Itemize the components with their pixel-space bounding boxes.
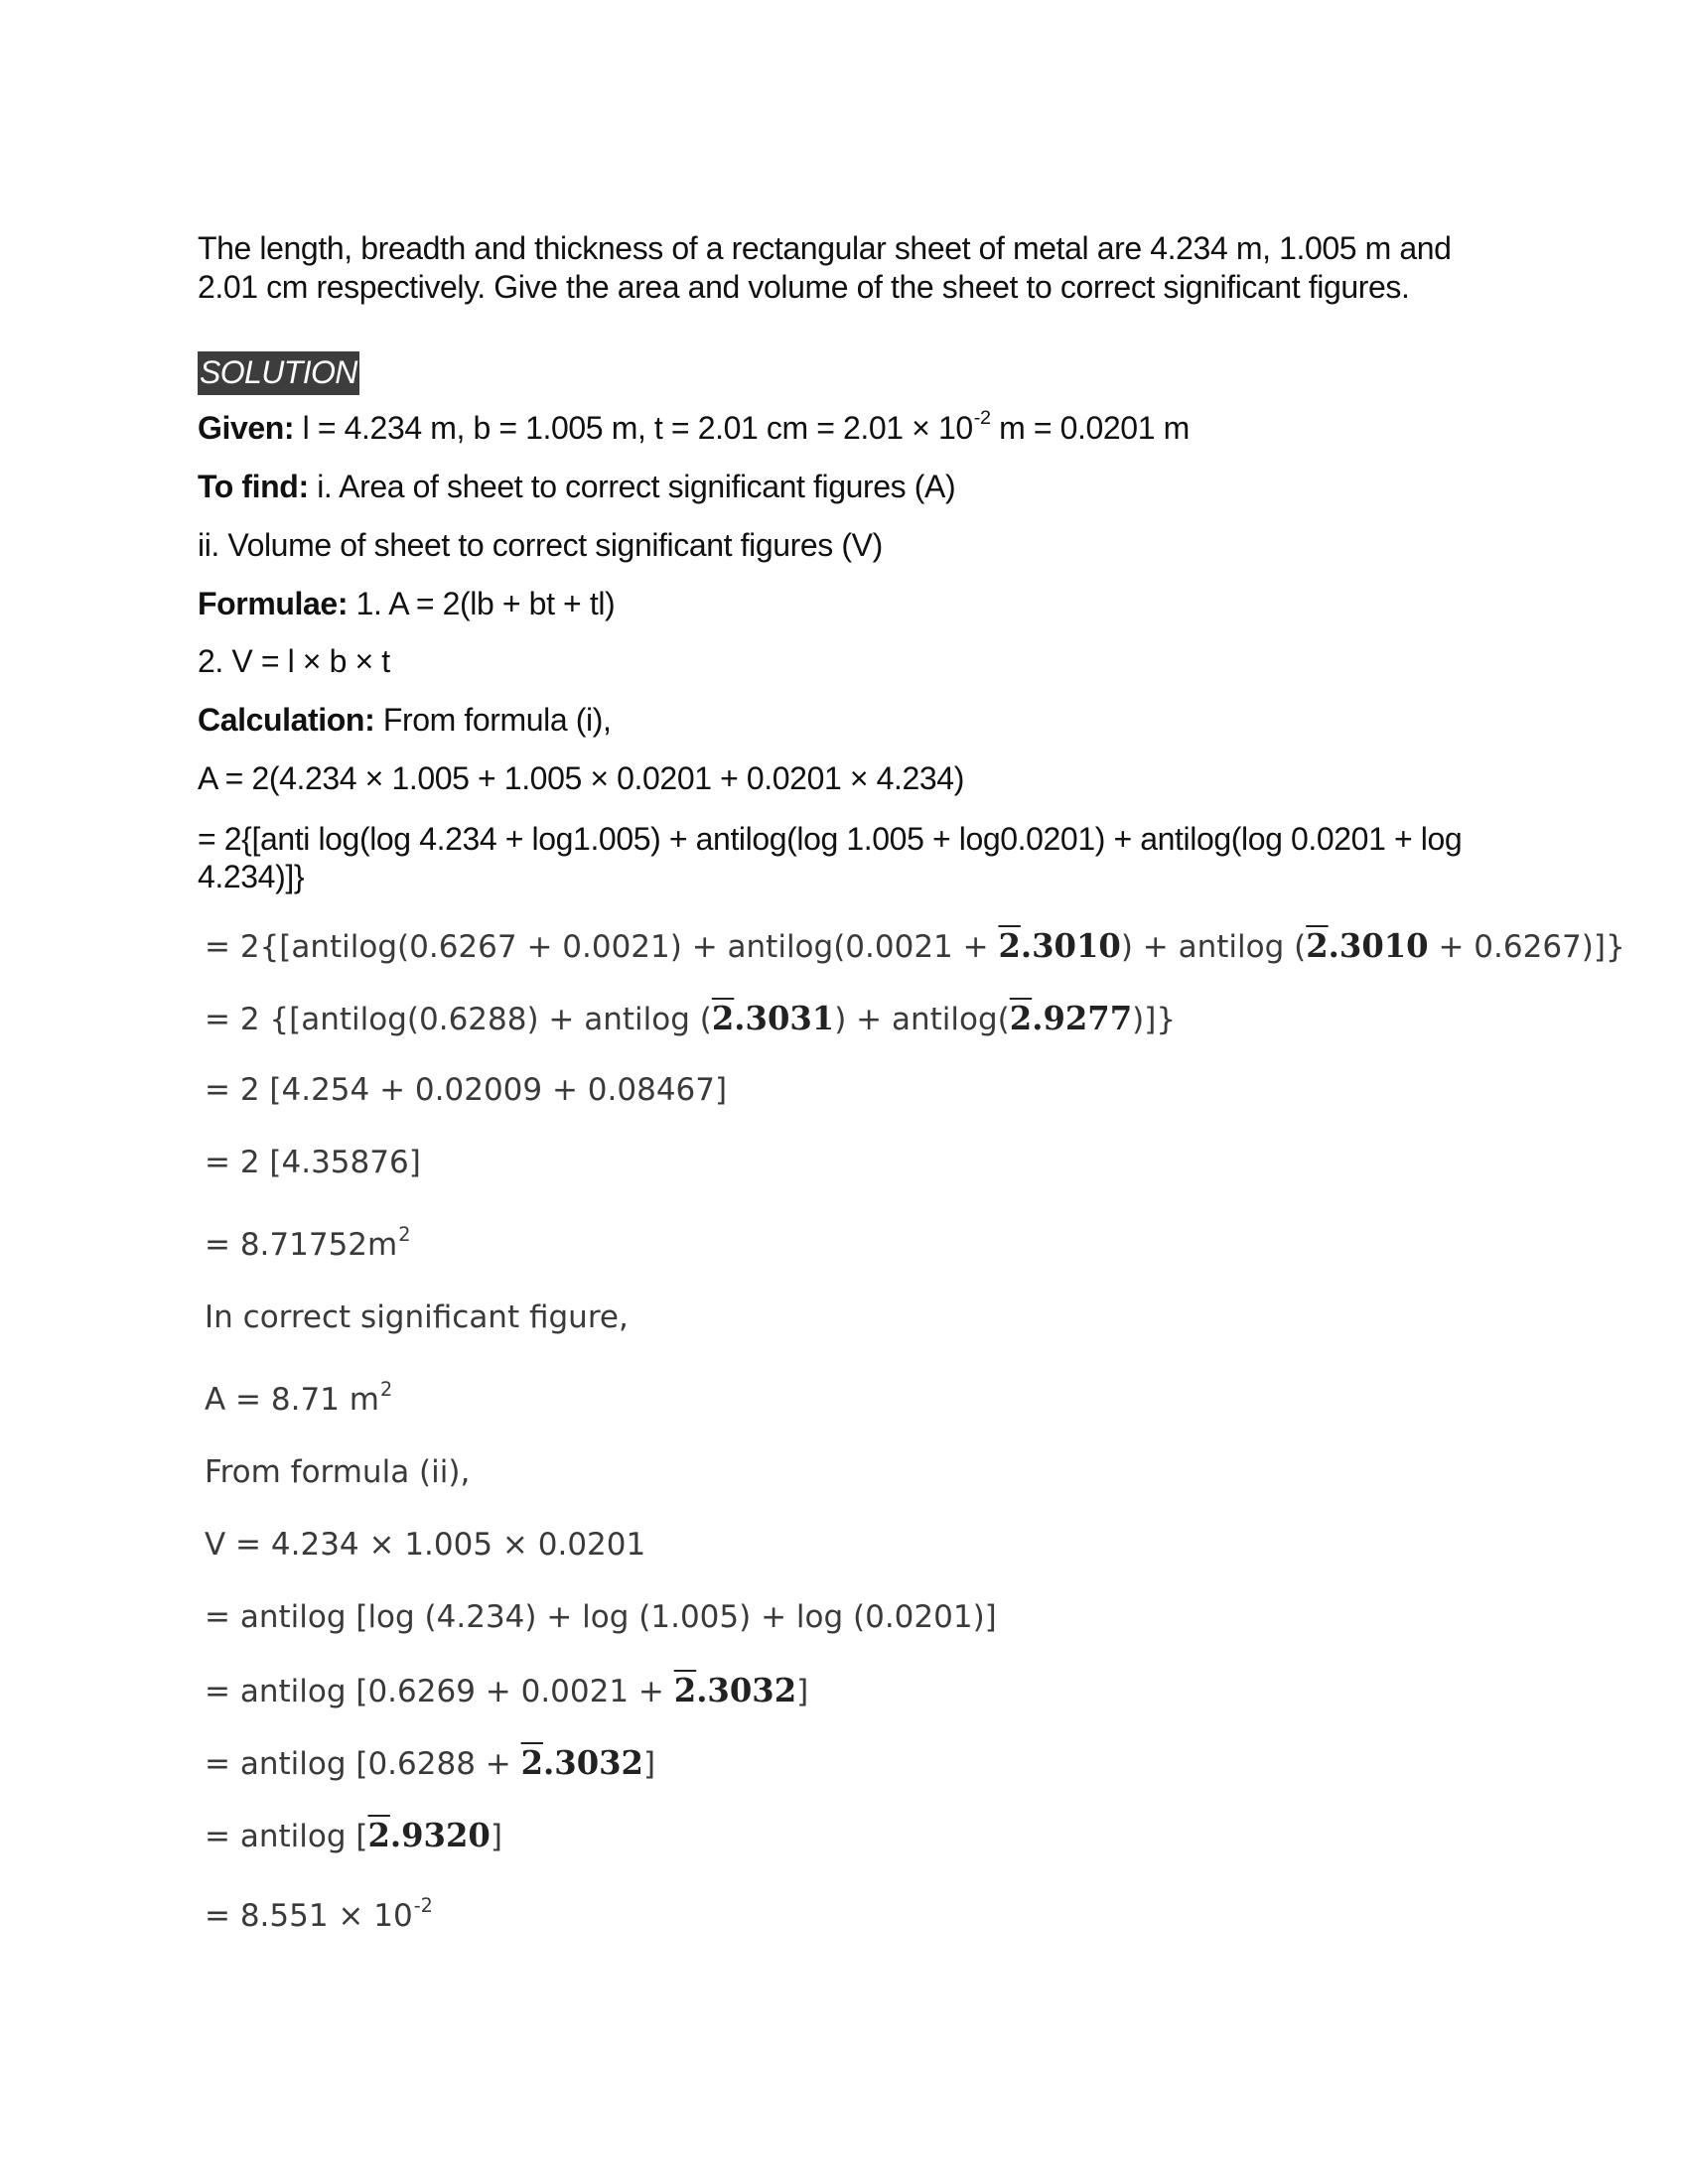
formulae-line bbox=[198, 586, 615, 622]
calc-line-6: = 2 [4.35876] bbox=[205, 1145, 421, 1180]
bar-notation-7 bbox=[367, 1817, 490, 1854]
calc-line-7 bbox=[205, 1222, 411, 1263]
calc-line-3-part-3: + 0.6267)]} bbox=[1428, 929, 1625, 965]
calc-line-13 bbox=[205, 1672, 808, 1709]
calc-line-13-part-1: = antilog [0.6269 + 0.0021 + bbox=[205, 1674, 674, 1709]
to-find-item-1: i. Area of sheet to correct significant figures (A) bbox=[308, 469, 956, 504]
calc-line-9 bbox=[205, 1377, 393, 1418]
to-find-line bbox=[198, 469, 955, 505]
formula-2: 2. V = l × b × t bbox=[198, 643, 390, 679]
calc-line-14-part-1: = antilog [0.6288 + bbox=[205, 1746, 521, 1782]
area-answer-exponent: 2 bbox=[379, 1377, 393, 1401]
calc-line-5: = 2 [4.254 + 0.02009 + 0.08467] bbox=[205, 1072, 728, 1108]
bar-digit-3: 2 bbox=[711, 1000, 735, 1037]
volume-result-text: = 8.551 × 10 bbox=[205, 1898, 413, 1934]
calc-line-14 bbox=[205, 1744, 655, 1782]
calc-line-4-part-2: ) + antilog( bbox=[834, 1002, 1010, 1037]
bar-digit-7: 2 bbox=[367, 1817, 390, 1854]
calc-line-11: V = 4.234 × 1.005 × 0.0201 bbox=[205, 1527, 646, 1563]
calc-line-15-part-2: ] bbox=[490, 1819, 502, 1854]
calc-line-15-part-1: = antilog [ bbox=[205, 1819, 368, 1854]
question-text: The length, breadth and thickness of a rectangular sheet of metal are 4.234 m, 1.005 m and 2.01 cm respectively. Give the area and volume of the sheet to correct significant figures. bbox=[198, 230, 1452, 305]
calculation-intro: From formula (i), bbox=[374, 702, 612, 738]
bar-notation-6 bbox=[521, 1744, 643, 1782]
bar-notation-5 bbox=[674, 1672, 796, 1709]
formula-1: 1. A = 2(lb + bt + tl) bbox=[348, 586, 616, 621]
bar-mantissa-7: .9320 bbox=[389, 1817, 491, 1854]
bar-mantissa-5: .3032 bbox=[696, 1672, 797, 1709]
area-answer-text: A = 8.71 m bbox=[205, 1382, 379, 1418]
calc-line-15 bbox=[205, 1817, 502, 1854]
calc-line-4 bbox=[205, 1000, 1176, 1037]
bar-mantissa-2: .3010 bbox=[1328, 927, 1429, 965]
calc-line-14-part-2: ] bbox=[642, 1746, 656, 1782]
bar-mantissa-6: .3032 bbox=[543, 1744, 643, 1782]
bar-mantissa-4: .9277 bbox=[1032, 1000, 1133, 1037]
bar-digit-1: 2 bbox=[998, 927, 1021, 965]
bar-mantissa-3: .3031 bbox=[734, 1000, 835, 1037]
bar-mantissa-1: .3010 bbox=[1020, 927, 1121, 965]
calc-line-16 bbox=[205, 1893, 433, 1934]
calculation-line bbox=[198, 702, 611, 739]
calc-line-10: From formula (ii), bbox=[205, 1454, 471, 1490]
calc-line-12: = antilog [log (4.234) + log (1.005) + log (0.0201)] bbox=[205, 1599, 997, 1635]
formulae-label: Formulae: bbox=[198, 586, 349, 621]
calc-line-13-part-2: ] bbox=[796, 1674, 809, 1709]
area-result-exponent: 2 bbox=[398, 1222, 411, 1246]
calc-line-4-part-3: )]} bbox=[1132, 1002, 1177, 1037]
given-text: l = 4.234 m, b = 1.005 m, t = 2.01 cm = 2.01 × 10 bbox=[294, 410, 973, 446]
bar-digit-2: 2 bbox=[1306, 927, 1329, 965]
calc-line-8: In correct significant figure, bbox=[205, 1299, 629, 1335]
bar-digit-4: 2 bbox=[1009, 1000, 1033, 1037]
calc-line-4-part-1: = 2 {[antilog(0.6288) + antilog ( bbox=[205, 1002, 712, 1037]
given-line bbox=[198, 407, 1190, 447]
calc-line-3-part-2: ) + antilog ( bbox=[1120, 929, 1307, 965]
calc-line-3-part-1: = 2{[antilog(0.6267 + 0.0021) + antilog(0.0021 + bbox=[205, 929, 999, 965]
bar-notation-1 bbox=[998, 927, 1120, 965]
given-label: Given: bbox=[198, 410, 295, 446]
given-exponent: -2 bbox=[973, 407, 991, 430]
volume-result-exponent: -2 bbox=[413, 1893, 433, 1917]
calculation-label: Calculation: bbox=[198, 702, 375, 738]
calc-line-1: A = 2(4.234 × 1.005 + 1.005 × 0.0201 + 0.0201 × 4.234) bbox=[198, 760, 964, 796]
to-find-item-2: ii. Volume of sheet to correct significant figures (V) bbox=[198, 527, 883, 563]
bar-digit-5: 2 bbox=[673, 1672, 697, 1709]
bar-notation-2 bbox=[1306, 927, 1428, 965]
calc-line-3 bbox=[205, 927, 1625, 965]
area-result-text: = 8.71752m bbox=[205, 1227, 398, 1263]
bar-notation-3 bbox=[712, 1000, 834, 1037]
bar-notation-4 bbox=[1010, 1000, 1132, 1037]
to-find-label: To find: bbox=[198, 469, 309, 504]
calc-line-2: = 2{[anti log(log 4.234 + log1.005) + antilog(log 1.005 + log0.0201) + antilog(log 0.0201 + log 4.234)]} bbox=[198, 821, 1463, 894]
bar-digit-6: 2 bbox=[520, 1744, 544, 1782]
given-text-end: m = 0.0201 m bbox=[990, 410, 1190, 446]
solution-badge: SOLUTION bbox=[198, 351, 359, 395]
